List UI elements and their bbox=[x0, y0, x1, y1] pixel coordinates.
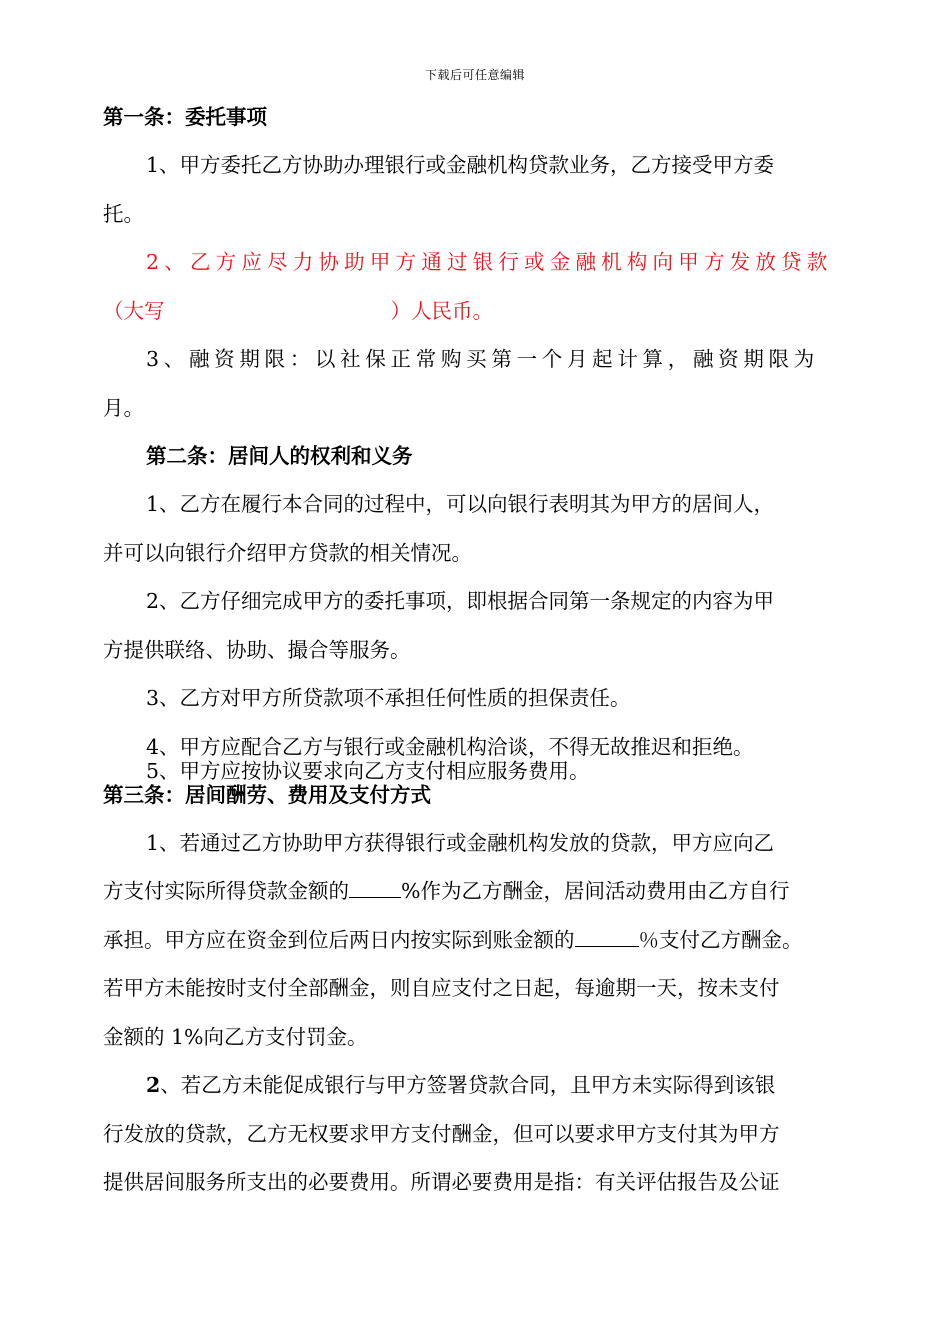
article1-p1-line2: 托。 bbox=[103, 202, 144, 226]
article2-p4: 4、甲方应配合乙方与银行或金融机构洽谈，不得无故推迟和拒绝。 bbox=[146, 735, 754, 759]
article3-p2-text: 、若乙方未能促成银行与甲方签署贷款合同，且甲方未实际得到该银 bbox=[160, 1073, 776, 1097]
fee-ratio-suffix: %作为乙方酬金，居间活动费用由乙方自行 bbox=[401, 879, 790, 903]
fee-ratio-blank bbox=[349, 877, 401, 898]
article2-p1-line2: 并可以向银行介绍甲方贷款的相关情况。 bbox=[103, 541, 472, 565]
article3-p1-line4: 若甲方未能按时支付全部酬金，则自应支付之日起，每逾期一天，按未支付 bbox=[103, 976, 780, 1000]
header-note: 下载后可任意编辑 bbox=[424, 68, 525, 82]
article3-title: 第三条：居间酬劳、费用及支付方式 bbox=[103, 783, 431, 807]
payment-ratio-blank bbox=[575, 926, 639, 947]
article3-p2-line2: 行发放的贷款，乙方无权要求甲方支付酬金，但可以要求甲方支付其为甲方 bbox=[103, 1122, 780, 1146]
article3-p1-line5: 金额的 1%向乙方支付罚金。 bbox=[103, 1025, 368, 1049]
payment-ratio-prefix: 承担。甲方应在资金到位后两日内按实际到账金额的 bbox=[103, 928, 575, 952]
article3-p1-line2 bbox=[103, 877, 789, 905]
amount-currency-label: ）人民币。 bbox=[390, 299, 493, 323]
article2-p5: 5、甲方应按协议要求向乙方支付相应服务费用。 bbox=[146, 759, 590, 783]
article1-p1-line1: 1、甲方委托乙方协助办理银行或金融机构贷款业务，乙方接受甲方委 bbox=[146, 153, 775, 177]
article1-p2-line1: 2、乙方应尽力协助甲方通过银行或金融机构向甲方发放贷款 bbox=[146, 250, 833, 274]
fee-ratio-prefix: 方支付实际所得贷款金额的 bbox=[103, 879, 349, 903]
article2-p3: 3、乙方对甲方所贷款项不承担任何性质的担保责任。 bbox=[146, 686, 631, 710]
article1-p3-line1: 3、融资期限：以社保正常购买第一个月起计算，融资期限为 bbox=[146, 347, 819, 371]
article3-p2-line1 bbox=[146, 1071, 775, 1099]
article2-p2-line1: 2、乙方仔细完成甲方的委托事项，即根据合同第一条规定的内容为甲 bbox=[146, 589, 775, 613]
article1-p3-line2: 月。 bbox=[103, 396, 144, 420]
article2-p2-line2: 方提供联络、协助、撮合等服务。 bbox=[103, 638, 411, 662]
article3-p2-number: 2 bbox=[146, 1073, 161, 1097]
article3-p2-line3: 提供居间服务所支出的必要费用。所谓必要费用是指：有关评估报告及公证 bbox=[103, 1170, 780, 1194]
article3-p1-line3 bbox=[103, 926, 803, 954]
article3-p1-line1: 1、若通过乙方协助甲方获得银行或金融机构发放的贷款，甲方应向乙 bbox=[146, 831, 775, 855]
amount-capital-label: （大写 bbox=[103, 299, 165, 323]
article2-p1-line1: 1、乙方在履行本合同的过程中，可以向银行表明其为甲方的居间人， bbox=[146, 492, 775, 516]
article1-p2-line2 bbox=[103, 297, 493, 325]
article2-title: 第二条：居间人的权利和义务 bbox=[146, 444, 413, 468]
article1-title: 第一条：委托事项 bbox=[103, 105, 267, 129]
payment-ratio-suffix: ％支付乙方酬金。 bbox=[638, 928, 803, 952]
